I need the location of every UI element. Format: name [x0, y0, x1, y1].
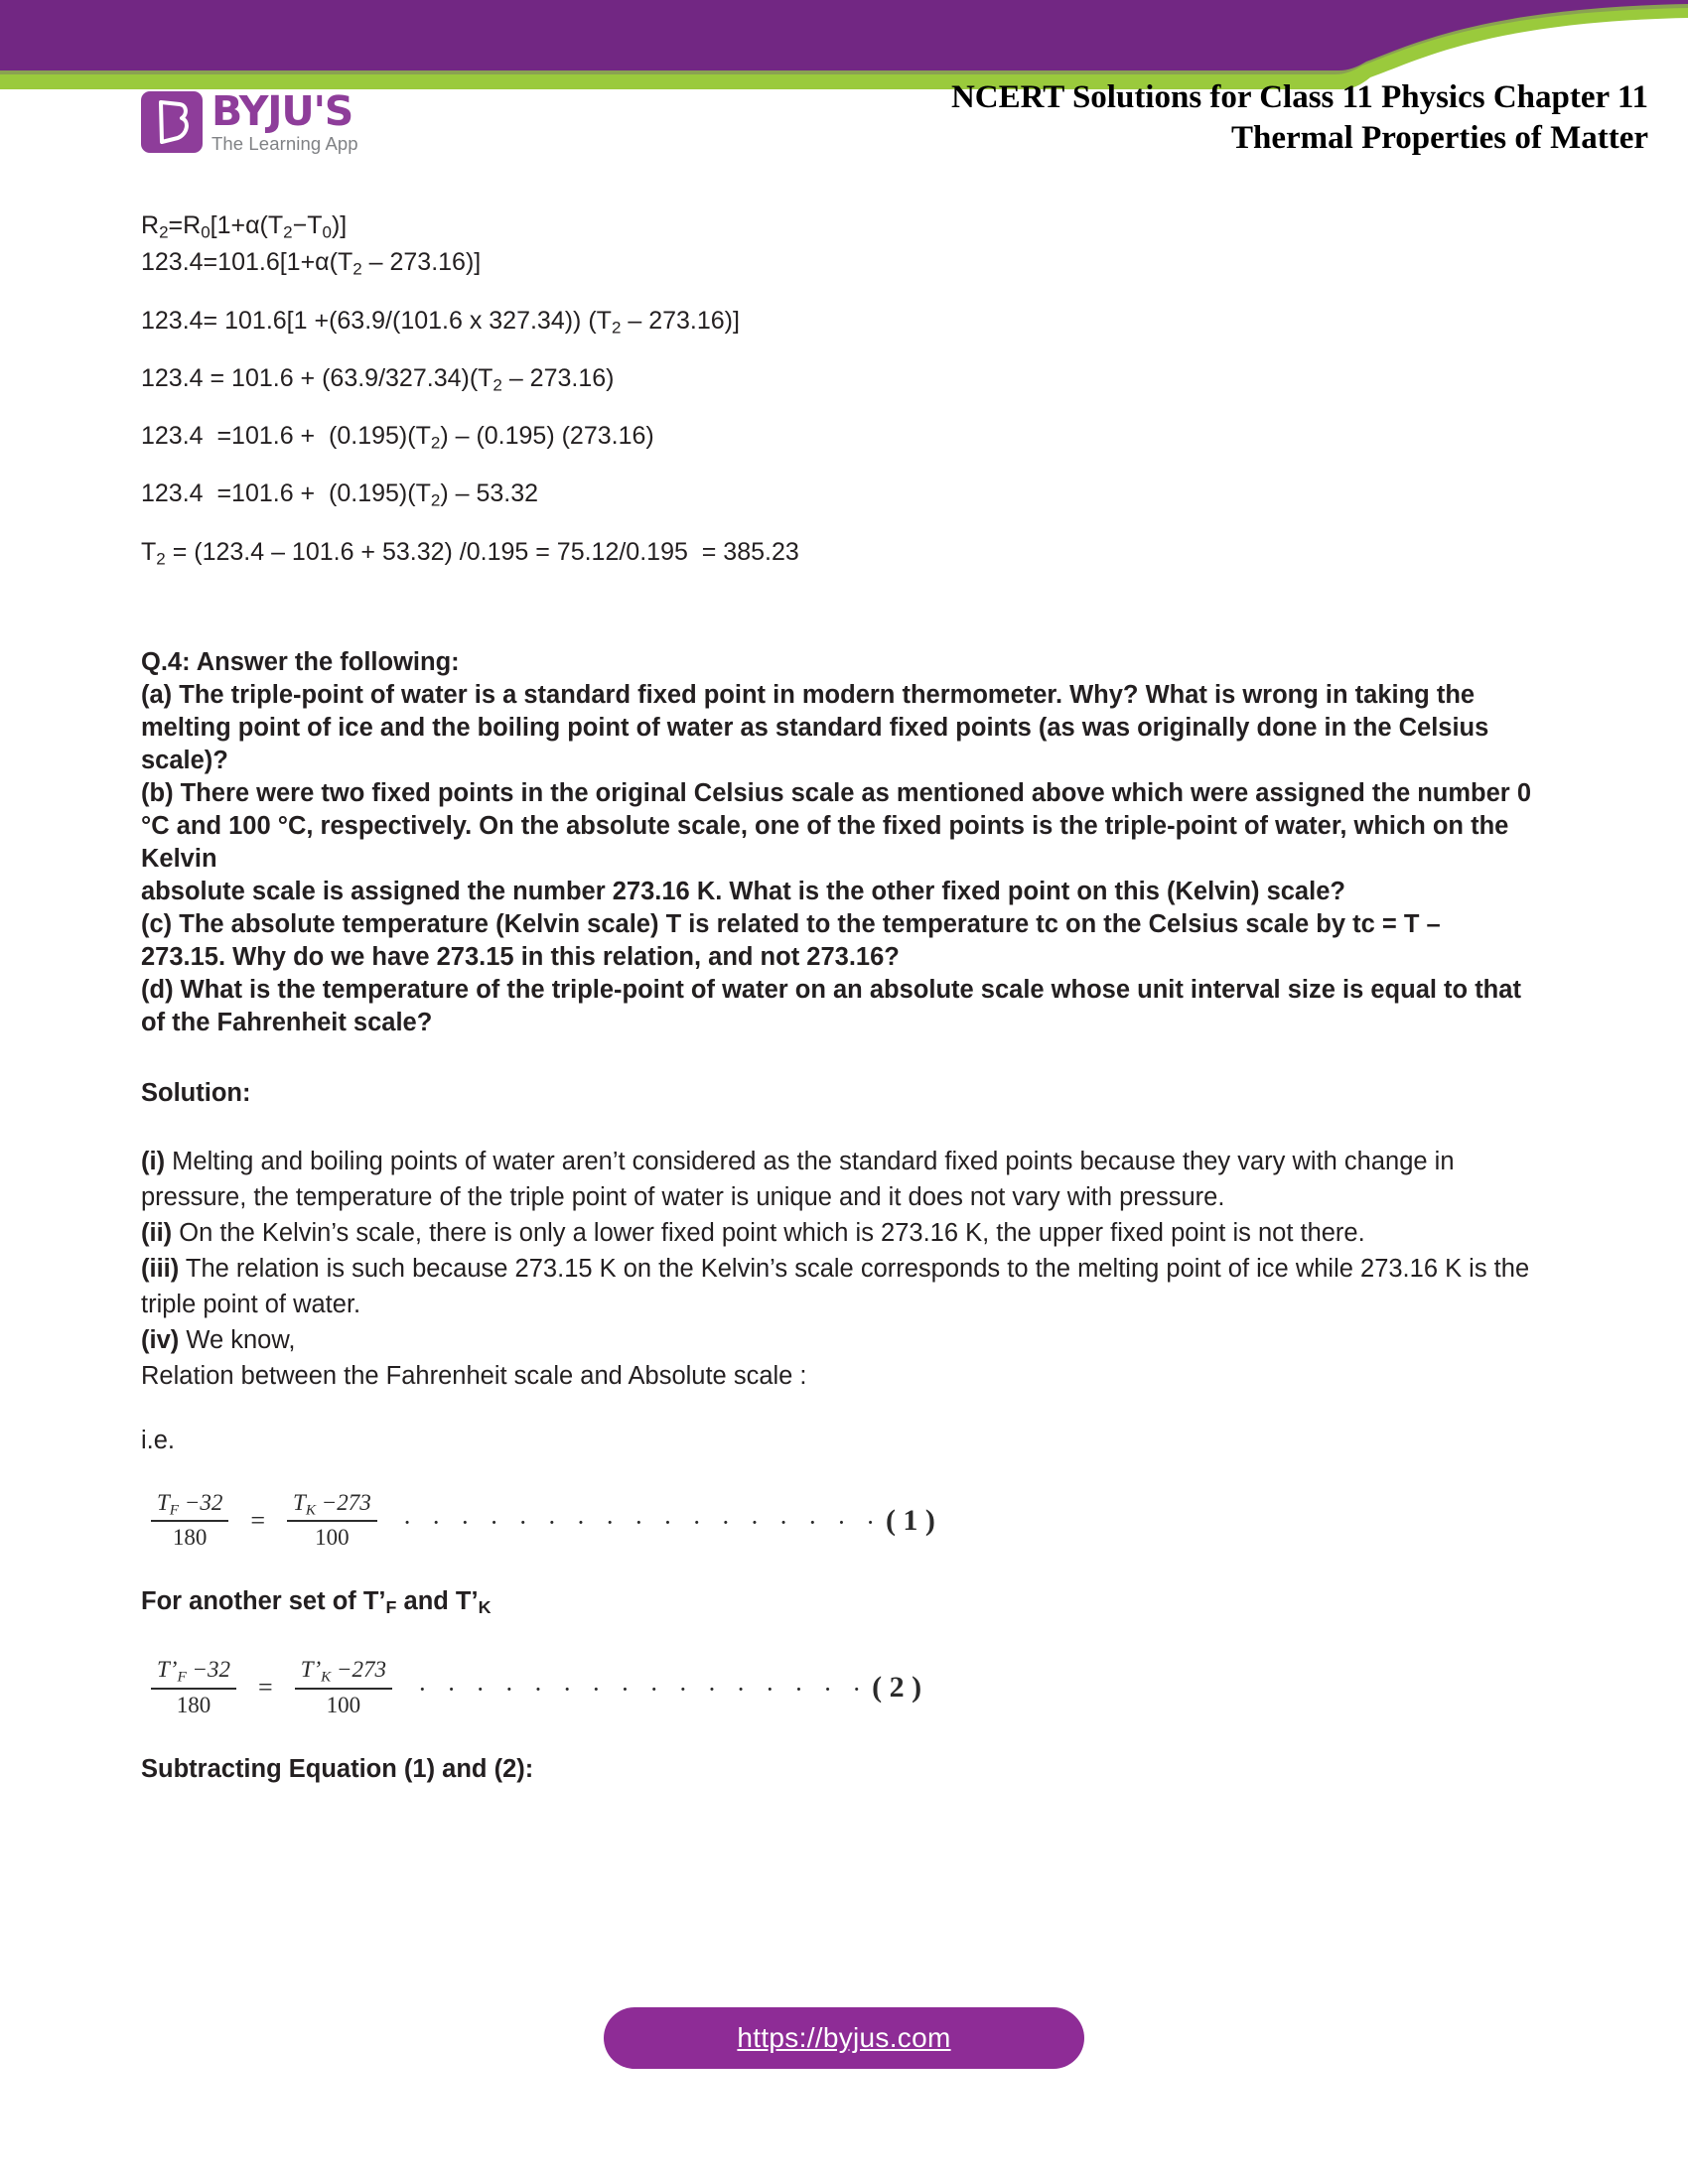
solution-item-iii-text: The relation is such because 273.15 K on the Kelvin’s scale corresponds to the melting point of ice while 273.16 K is the triple point of water. — [141, 1254, 1530, 1318]
subtracting-equations-line: Subtracting Equation (1) and (2): — [141, 1754, 534, 1783]
logo-tagline: The Learning App — [211, 133, 358, 154]
ie-line: i.e. — [141, 1426, 176, 1454]
equation-1-lhs — [151, 1491, 228, 1549]
equation-2 — [151, 1658, 1531, 1715]
equation-1-leader: · · · · · · · · · · · · · · · · · — [402, 1507, 882, 1537]
solution-item-iv — [141, 1322, 1531, 1358]
equation-2-rhs-sub: K — [321, 1668, 332, 1686]
equation-2-rhs-denominator: 100 — [326, 1692, 361, 1717]
solution-body — [141, 1144, 1531, 1394]
equation-2-lhs — [151, 1658, 236, 1715]
equation-1-rhs-sub: K — [305, 1501, 316, 1518]
question-part-b-2: absolute scale is assigned the number 273.16 K. What is the other fixed point on this (Kelvin) scale? — [141, 877, 1345, 905]
equation-1 — [151, 1491, 1531, 1549]
equation-1-rhs-denominator: 100 — [315, 1525, 350, 1551]
page-content — [141, 210, 1531, 1786]
solution-item-iv-marker: (iv) — [141, 1325, 180, 1354]
equation-2-number: ( 2 ) — [872, 1671, 922, 1705]
question-part-c: (c) The absolute temperature (Kelvin scale) T is related to the temperature tc on the Celsius scale by tc = T – 273.15. Why do we have 273.15 in this relation, and not 273.16? — [141, 909, 1441, 971]
question-part-d: (d) What is the temperature of the triple-point of water on an absolute scale whose unit interval size is equal to that of the Fahrenheit scale? — [141, 975, 1521, 1036]
question-heading: Q.4: Answer the following: — [141, 647, 460, 676]
another-set-mid: and T’ — [396, 1587, 479, 1616]
equation-line: $123.4 =101.6 + (0.195)(T_2) - 53.32$ — [141, 479, 539, 510]
equation-1-rhs-rest: −273 — [315, 1489, 371, 1515]
equation-1-lhs-sub: F — [169, 1501, 180, 1518]
banner-purple-stripe — [0, 0, 1688, 70]
solution-item-i-marker: (i) — [141, 1147, 166, 1175]
question-block — [141, 646, 1531, 1039]
document-title — [655, 77, 1648, 159]
relation-line: Relation between the Fahrenheit scale and Absolute scale : — [141, 1361, 807, 1390]
equation-2-rhs-var: T’ — [300, 1657, 322, 1683]
byjus-url-button[interactable]: https://byjus.com — [604, 2007, 1084, 2069]
equation-1-lhs-var: T — [157, 1489, 170, 1515]
equation-2-lhs-denominator: 180 — [176, 1692, 211, 1717]
another-set-sub-k: K — [478, 1597, 492, 1618]
equation-2-lhs-numerator — [151, 1658, 236, 1689]
solution-item-iv-text: We know, — [179, 1325, 296, 1354]
logo-wordmark: BYJU'S — [211, 87, 353, 135]
another-set-text: For another set of T’ — [141, 1587, 386, 1616]
equation-2-lhs-var: T’ — [157, 1657, 178, 1683]
equation-line: $123.4=101.6[1+\alpha(T_2 - 273.16)]$ — [141, 248, 482, 279]
solution-item-i — [141, 1144, 1531, 1215]
another-set-line — [141, 1584, 1531, 1624]
document-title-line1: NCERT Solutions for Class 11 Physics Chapter 11 — [950, 79, 1648, 115]
solution-item-ii-marker: (ii) — [141, 1218, 173, 1247]
page-header — [0, 77, 1688, 182]
another-set-sub-f: F — [385, 1597, 397, 1618]
equation-1-number: ( 1 ) — [885, 1503, 935, 1537]
byjus-logo — [141, 87, 358, 154]
equation-2-leader: · · · · · · · · · · · · · · · · — [418, 1675, 869, 1705]
equation-line: $T_2 = (123.4 - 101.6 + 53.32) /0.195 = 75.12/0.195 = 385.23$ — [141, 537, 799, 568]
equation-1-rhs-var: T — [293, 1489, 306, 1515]
solution-item-iii — [141, 1251, 1531, 1322]
solution-heading: Solution: — [141, 1078, 251, 1107]
decorative-top-banner — [0, 0, 1688, 89]
solution-item-i-text: Melting and boiling points of water aren’t considered as the standard fixed points because they vary with change in pressure, the temperature of the triple point of water is unique and it does not vary with pressure. — [141, 1147, 1455, 1211]
equation-1-equals: = — [250, 1505, 266, 1535]
document-title-line2: Thermal Properties of Matter — [1231, 120, 1648, 156]
equation-2-lhs-rest: −32 — [186, 1657, 231, 1683]
equation-1-lhs-rest: −32 — [179, 1489, 223, 1515]
equation-2-rhs-rest: −273 — [331, 1657, 387, 1683]
byjus-b-icon — [141, 91, 203, 153]
equation-line: $123.4 = 101.6 + (63.9/327.34)(T_2 - 273.16)$ — [141, 363, 615, 394]
equation-line: 123.4= 101.6[1 +(63.9/(101.6 x 327.34)) $(T_2 - 273.16)$] — [141, 306, 740, 337]
equation-2-rhs-numerator — [295, 1658, 392, 1689]
equation-2-equals: = — [258, 1673, 273, 1703]
equation-2-lhs-sub: F — [177, 1668, 187, 1686]
equation-2-rhs — [295, 1658, 392, 1715]
equation-line: $123.4 =101.6 + (0.195)(T_2) - (0.195)$ (273.16) — [141, 422, 654, 453]
equation-1-rhs — [287, 1491, 377, 1549]
solution-item-ii-text: On the Kelvin’s scale, there is only a lower fixed point which is 273.16 K, the upper fixed point is not there. — [172, 1218, 1365, 1247]
question-part-a: (a) The triple-point of water is a standard fixed point in modern thermometer. Why? What is wrong in taking the melting point of ice and the boiling point of water as standard fixed points (as was originally done in the Celsius scale)? — [141, 680, 1489, 774]
question-part-b-1: (b) There were two fixed points in the original Celsius scale as mentioned above which were assigned the number 0 °C and 100 °C, respectively. On the absolute scale, one of the fixed points is the triple-point of water, which on the Kelvin — [141, 778, 1531, 873]
solution-item-ii — [141, 1215, 1531, 1251]
equation-line: $R_2=R_0[1+\alpha(T_2-T_0)]$ — [141, 211, 348, 242]
solution-item-iii-marker: (iii) — [141, 1254, 180, 1283]
equation-1-lhs-denominator: 180 — [172, 1525, 208, 1551]
equation-1-rhs-numerator — [287, 1491, 377, 1522]
equation-1-lhs-numerator — [151, 1491, 228, 1522]
